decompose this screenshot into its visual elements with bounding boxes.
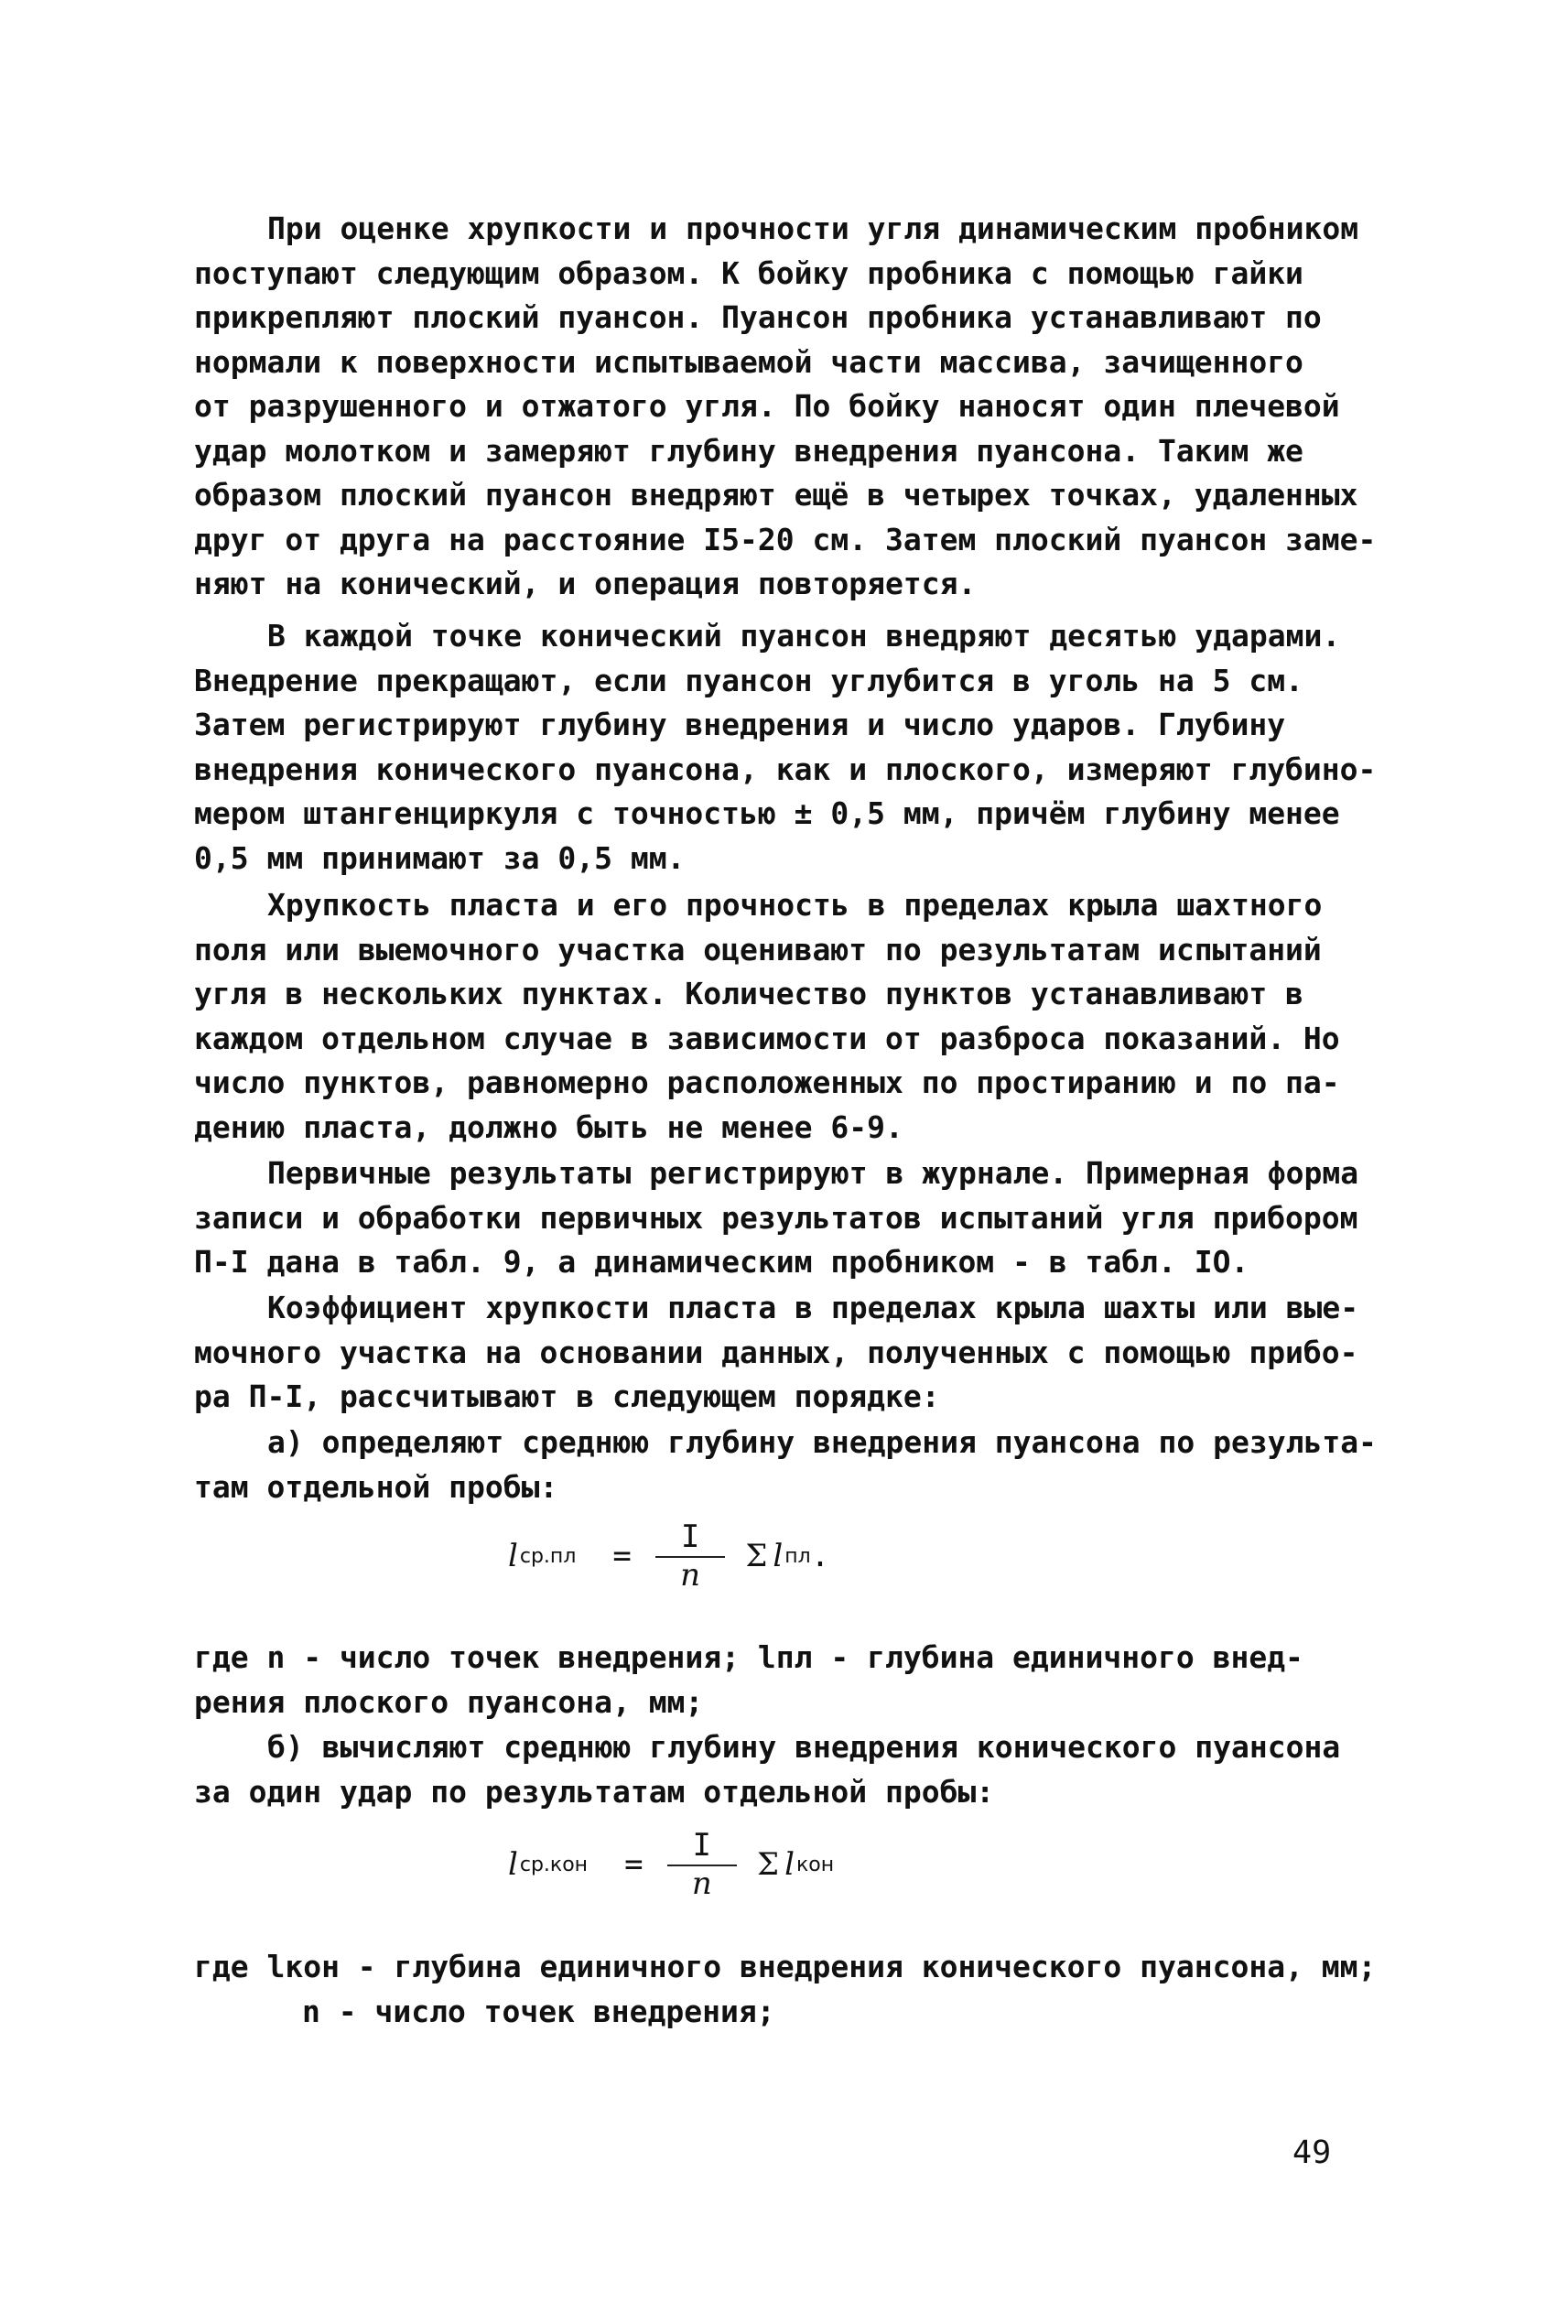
text-line: прикрепляют плоский пуансон. Пуансон пробника устанавливают по (194, 299, 1322, 335)
fraction-numerator: I (667, 1828, 737, 1866)
formula-fraction (667, 1828, 737, 1901)
text-line: от разрушенного и отжатого угля. По бойку наносят один плечевой (194, 388, 1340, 424)
text-line: Внедрение прекращают, если пуансон углубится в уголь на 5 см. (194, 662, 1303, 698)
text-line: друг от друга на расстояние I5-20 см. Затем плоский пуансон заме- (194, 521, 1377, 557)
text-line: ра П-I, рассчитывают в следующем порядке: (194, 1378, 940, 1414)
text-line: нормали к поверхности испытываемой части массива, зачищенного (194, 343, 1303, 380)
text-line: дению пласта, должно быть не менее 6-9. (194, 1108, 903, 1145)
formula-equals: = (612, 1538, 632, 1574)
fraction-numerator: I (655, 1519, 725, 1558)
text-line: за один удар по результатам отдельной пробы: (194, 1773, 995, 1810)
formula-subscript: ср.кон (519, 1853, 589, 1876)
formula-symbol: l (773, 1538, 784, 1574)
formula-conical-punch-mean-depth (508, 1828, 834, 1901)
text-line: Коэффициент хрупкости пласта в пределах крыла шахты или вые- (267, 1290, 1359, 1325)
text-line: там отдельной пробы: (194, 1468, 558, 1505)
text-line: удар молотком и замеряют глубину внедрения пуансона. Таким же (194, 432, 1303, 469)
sigma-symbol: Σ (745, 1538, 768, 1574)
text-line: Первичные результаты регистрируют в журнале. Примерная форма (267, 1155, 1359, 1191)
text-line: мочного участка на основании данных, полученных с помощью прибо- (194, 1334, 1358, 1370)
page-number: 49 (1292, 2135, 1332, 2171)
text-line: мером штангенциркуля с точностью ± 0,5 мм, причём глубину менее (194, 795, 1340, 831)
paragraph-journal-records (194, 1151, 1402, 1285)
text-line: записи и обработки первичных результатов испытаний угля прибором (194, 1199, 1358, 1236)
paragraph-hardness-testing-procedure (194, 207, 1402, 607)
text-line: П-I дана в табл. 9, а динамическим пробником - в табл. IO. (194, 1244, 1249, 1280)
text-line: а) определяют среднюю глубину внедрения пуансона по результа- (267, 1424, 1377, 1460)
paragraph-conical-punch (194, 614, 1402, 881)
paragraph-where-conical (194, 1945, 1402, 2034)
formula-subscript: пл (784, 1544, 811, 1568)
list-item-b (194, 1725, 1402, 1814)
fraction-denominator: n (680, 1557, 701, 1594)
list-item-a (194, 1421, 1402, 1509)
formula-equals: = (624, 1846, 643, 1883)
text-line: При оценке хрупкости и прочности угля динамическим пробником (267, 211, 1359, 246)
text-line: В каждой точке конический пуансон внедряют десятью ударами. (267, 618, 1341, 654)
text-line: n - число точек внедрения; (302, 1993, 775, 2029)
fraction-denominator: n (691, 1865, 712, 1902)
formula-trailing-dot: . (810, 1538, 830, 1574)
text-line: рения плоского пуансона, мм; (194, 1683, 704, 1720)
formula-symbol: l (508, 1846, 518, 1883)
text-line: угля в нескольких пунктах. Количество пунктов устанавливают в (194, 976, 1303, 1011)
text-line: поля или выемочного участка оценивают по результатам испытаний (194, 931, 1322, 967)
paragraph-seam-evaluation (194, 883, 1402, 1150)
text-line: где lкон - глубина единичного внедрения конического пуансона, мм; (194, 1949, 1377, 1984)
text-line: 0,5 мм принимают за 0,5 мм. (194, 839, 686, 876)
formula-subscript: ср.пл (519, 1544, 577, 1568)
paragraph-brittleness-coefficient (194, 1286, 1402, 1420)
text-line: внедрения конического пуансона, как и плоского, измеряют глубино- (194, 751, 1377, 787)
text-line: образом плоский пуансон внедряют ещё в четырех точках, удаленных (194, 477, 1358, 513)
sigma-symbol: Σ (757, 1846, 780, 1883)
text-line: Затем регистрируют глубину внедрения и число ударов. Глубину (194, 707, 1286, 742)
text-line: где n - число точек внедрения; lпл - глубина единичного внед- (194, 1639, 1303, 1675)
formula-symbol: l (508, 1538, 518, 1574)
paragraph-where-flat (194, 1636, 1402, 1724)
formula-flat-punch-mean-depth (508, 1519, 829, 1593)
text-line: Хрупкость пласта и его прочность в пределах крыла шахтного (267, 887, 1323, 923)
text-line: число пунктов, равномерно расположенных по простиранию и по па- (194, 1065, 1340, 1100)
text-line: каждом отдельном случае в зависимости от разброса показаний. Но (194, 1020, 1340, 1056)
formula-subscript: кон (795, 1853, 835, 1876)
text-line: няют на конический, и операция повторяется. (194, 566, 977, 601)
text-line: поступают следующим образом. К бойку пробника с помощью гайки (194, 254, 1303, 291)
text-line: б) вычисляют среднюю глубину внедрения конического пуансона (267, 1729, 1341, 1765)
formula-symbol: l (784, 1846, 795, 1883)
formula-fraction (655, 1519, 725, 1593)
